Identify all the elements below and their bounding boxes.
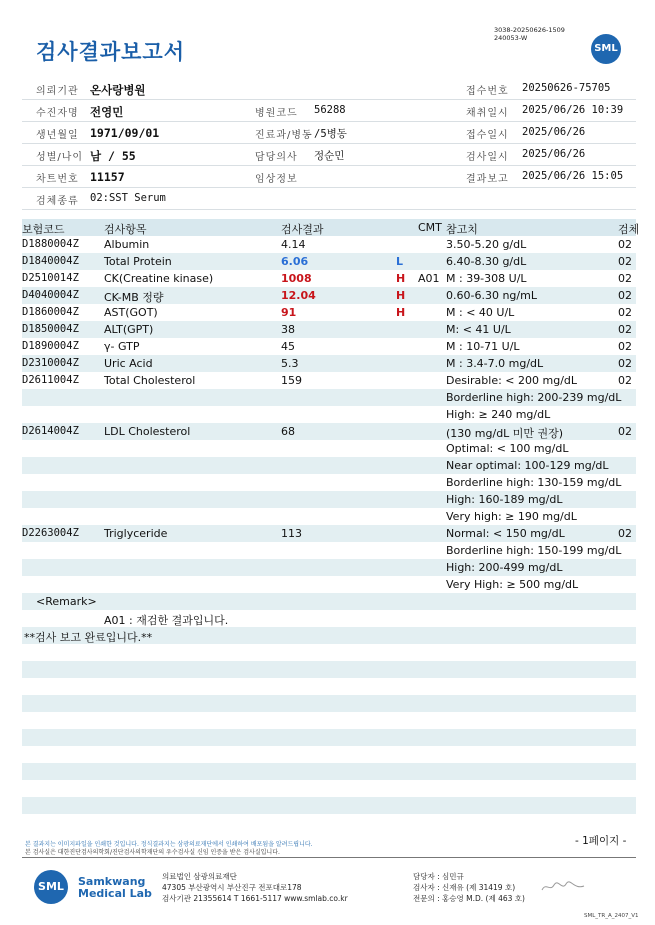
- blank-row: [22, 644, 636, 661]
- table-row: [22, 406, 636, 423]
- header-value: 20250626-75705: [522, 82, 611, 94]
- column-header-ref: 참고치: [446, 223, 478, 236]
- reference-range: Borderline high: 130-159 mg/dL: [446, 476, 622, 489]
- result-flag: H: [396, 272, 406, 285]
- reference-range: M : < 40 U/L: [446, 306, 515, 319]
- blank-row: [22, 695, 636, 712]
- blank-row: [22, 678, 636, 695]
- reference-range: High: 200-499 mg/dL: [446, 561, 563, 574]
- header-value: 온사랑병원: [90, 83, 146, 97]
- table-row: [22, 542, 636, 559]
- header-value: 2025/06/26 15:05: [522, 170, 624, 182]
- test-result: 38: [281, 323, 295, 336]
- footnote-line: 본 검사실은 대한진단검사의학회/진단검사의학재단의 우수검사실 신임 인증을 받은 검사실입니다.: [25, 849, 280, 856]
- staff-line: 전문의 : 홍승영 M.D. (제 463 호): [413, 894, 525, 903]
- header-row: [22, 122, 636, 144]
- specimen-code: 02: [618, 357, 632, 370]
- table-row: [22, 372, 636, 389]
- reference-range: 0.60-6.30 ng/mL: [446, 289, 537, 302]
- result-flag: L: [396, 255, 404, 268]
- table-row: [22, 355, 636, 372]
- header-label: 생년월일: [36, 130, 79, 141]
- blank-row: [22, 797, 636, 814]
- signature-icon: [540, 880, 586, 894]
- insurance-code: D1850004Z: [22, 323, 79, 335]
- test-item: Total Protein: [104, 255, 172, 268]
- reference-range: Very High: ≥ 500 mg/dL: [446, 578, 579, 591]
- blank-row: [22, 729, 636, 746]
- specimen-code: 02: [618, 340, 632, 353]
- staff-line: 담당자 : 심민규: [413, 872, 464, 881]
- insurance-code: D1880004Z: [22, 238, 79, 250]
- header-label: 차트번호: [36, 174, 79, 185]
- column-header-result: 검사결과: [281, 223, 324, 236]
- header-label: 채취일시: [466, 108, 509, 119]
- document-id: [494, 26, 565, 42]
- footnote: [25, 841, 313, 857]
- header-label: 병원코드: [255, 108, 298, 119]
- reference-range: Normal: < 150 mg/dL: [446, 527, 565, 540]
- header-label: 검체종류: [36, 196, 79, 207]
- table-header-row: [22, 219, 640, 236]
- header-value: 56288: [314, 104, 346, 116]
- insurance-code: D4040004Z: [22, 289, 79, 301]
- header-row: [22, 100, 636, 122]
- header-value: /5병동: [314, 128, 347, 140]
- test-result: 68: [281, 425, 295, 438]
- insurance-code: D2510014Z: [22, 272, 79, 284]
- header-value: 남 / 55: [90, 149, 136, 163]
- test-result: 5.3: [281, 357, 299, 370]
- patient-info-header: [22, 78, 636, 210]
- specimen-code: 02: [618, 425, 632, 438]
- test-item: AST(GOT): [104, 306, 158, 319]
- report-title: 검사결과보고서: [36, 40, 186, 64]
- reference-range: 3.50-5.20 g/dL: [446, 238, 527, 251]
- specimen-code: 02: [618, 374, 632, 387]
- column-header-item: 검사항목: [104, 223, 147, 236]
- header-value: 2025/06/26: [522, 148, 586, 160]
- reference-range: Optimal: < 100 mg/dL: [446, 442, 569, 455]
- specimen-code: 02: [618, 289, 632, 302]
- table-row: [22, 236, 636, 253]
- test-result: 159: [281, 374, 302, 387]
- remark-text: A01 : 재검한 결과입니다.: [104, 614, 229, 627]
- header-label: 담당의사: [255, 152, 298, 163]
- header-value: 02:SST Serum: [90, 192, 166, 204]
- footnote-line: 본 결과지는 이미지파일을 인쇄한 것입니다. 정식결과지는 삼광의료재단에서 인쇄하여 배포됨을 알려드립니다.: [25, 841, 313, 848]
- table-row: [22, 474, 636, 491]
- test-result: 113: [281, 527, 302, 540]
- insurance-code: D2310004Z: [22, 357, 79, 369]
- header-value: 1971/09/01: [90, 126, 160, 140]
- table-row: [22, 270, 636, 287]
- table-row: [22, 559, 636, 576]
- reference-range: M : 3.4-7.0 mg/dL: [446, 357, 544, 370]
- staff-info: [413, 871, 525, 904]
- insurance-code: D1890004Z: [22, 340, 79, 352]
- brand-name-line: Medical Lab: [78, 887, 152, 900]
- blank-row: [22, 661, 636, 678]
- column-header-cmt: CMT: [418, 221, 442, 234]
- form-code: SML_TR_A_2407_V1: [584, 913, 639, 919]
- table-row: [22, 287, 636, 304]
- reference-range: Desirable: < 200 mg/dL: [446, 374, 578, 387]
- reference-range: High: ≥ 240 mg/dL: [446, 408, 551, 421]
- table-row: [22, 423, 636, 440]
- staff-line: 검사자 : 신재유 (제 31419 호): [413, 883, 516, 892]
- header-label: 성별/나이: [36, 152, 84, 163]
- table-row: [22, 525, 636, 542]
- blank-row: [22, 712, 636, 729]
- header-label: 결과보고: [466, 174, 509, 185]
- result-table: [22, 219, 640, 831]
- test-item: Albumin: [104, 238, 150, 251]
- reference-range: Borderline high: 150-199 mg/dL: [446, 544, 622, 557]
- page-number: - 1페이지 -: [575, 835, 627, 847]
- table-row: [22, 304, 636, 321]
- header-value: 2025/06/26 10:39: [522, 104, 624, 116]
- specimen-code: 02: [618, 527, 632, 540]
- sml-logo-icon: SML: [34, 870, 68, 904]
- insurance-code: D2614004Z: [22, 425, 79, 437]
- comment-code: A01: [418, 272, 440, 285]
- header-value: 2025/06/26: [522, 126, 586, 138]
- header-row: [22, 188, 636, 210]
- reference-range: High: 160-189 mg/dL: [446, 493, 563, 506]
- header-label: 접수번호: [466, 86, 509, 97]
- test-result: 12.04: [281, 289, 316, 302]
- blank-row: [22, 780, 636, 797]
- header-label: 진료과/병동: [255, 130, 313, 141]
- test-result: 6.06: [281, 255, 309, 268]
- test-item: LDL Cholesterol: [104, 425, 191, 438]
- reference-range: Near optimal: 100-129 mg/dL: [446, 459, 609, 472]
- header-value: 전영민: [90, 105, 124, 119]
- insurance-code: D1840004Z: [22, 255, 79, 267]
- reference-range: 6.40-8.30 g/dL: [446, 255, 527, 268]
- document-id-line: 240053-W: [494, 34, 528, 42]
- insurance-code: D1860004Z: [22, 306, 79, 318]
- table-row: [22, 321, 636, 338]
- test-item: Uric Acid: [104, 357, 153, 370]
- test-result: 45: [281, 340, 295, 353]
- column-header-specimen: 검체: [618, 223, 640, 236]
- test-item: γ- GTP: [104, 340, 140, 353]
- table-row: [22, 457, 636, 474]
- specimen-code: 02: [618, 238, 632, 251]
- completion-note: **검사 보고 완료입니다.**: [24, 631, 153, 644]
- organization-info: [162, 871, 348, 904]
- remark-row: [22, 627, 636, 644]
- specimen-code: 02: [618, 323, 632, 336]
- specimen-code: 02: [618, 272, 632, 285]
- test-item: ALT(GPT): [104, 323, 154, 336]
- reference-range: Borderline high: 200-239 mg/dL: [446, 391, 622, 404]
- insurance-code: D2611004Z: [22, 374, 79, 386]
- org-line: 의료법인 삼광의료재단: [162, 872, 237, 881]
- table-row: [22, 491, 636, 508]
- header-row: [22, 78, 636, 100]
- sml-logo-icon: SML: [591, 34, 621, 64]
- blank-row: [22, 814, 636, 831]
- header-label: 접수일시: [466, 130, 509, 141]
- table-row: [22, 440, 636, 457]
- remark-row: [22, 610, 636, 627]
- table-row: [22, 338, 636, 355]
- test-result: 4.14: [281, 238, 306, 251]
- table-row: [22, 576, 636, 593]
- test-item: Triglyceride: [104, 527, 168, 540]
- test-item: CK-MB 정량: [104, 291, 164, 304]
- header-label: 수진자명: [36, 108, 79, 119]
- header-label: 의뢰기관: [36, 86, 79, 97]
- reference-range: M: < 41 U/L: [446, 323, 511, 336]
- insurance-code: D2263004Z: [22, 527, 79, 539]
- reference-range: M : 10-71 U/L: [446, 340, 520, 353]
- org-line: 검사기관 21355614 T 1661-5117 www.smlab.co.kr: [162, 894, 348, 903]
- header-value: 11157: [90, 170, 125, 184]
- remark-label: <Remark>: [36, 595, 97, 608]
- test-result: 1008: [281, 272, 312, 285]
- remark-row: [22, 593, 636, 610]
- result-flag: H: [396, 306, 406, 319]
- test-item: CK(Creatine kinase): [104, 272, 214, 285]
- table-row: [22, 508, 636, 525]
- reference-range: (130 mg/dL 미만 권장): [446, 427, 564, 440]
- result-flag: H: [396, 289, 406, 302]
- reference-range: M : 39-308 U/L: [446, 272, 527, 285]
- blank-row: [22, 763, 636, 780]
- test-result: 91: [281, 306, 297, 319]
- brand-name: [78, 876, 152, 900]
- header-row: [22, 166, 636, 188]
- specimen-code: 02: [618, 255, 632, 268]
- table-row: [22, 253, 636, 270]
- header-value: 정순민: [314, 150, 345, 162]
- table-row: [22, 389, 636, 406]
- footer-divider: [22, 857, 636, 858]
- header-row: [22, 144, 636, 166]
- specimen-code: 02: [618, 306, 632, 319]
- header-label: 검사일시: [466, 152, 509, 163]
- reference-range: Very high: ≥ 190 mg/dL: [446, 510, 577, 523]
- document-id-line: 3038-20250626-1509: [494, 26, 565, 34]
- org-line: 47305 부산광역시 부산진구 전포대로178: [162, 883, 302, 892]
- brand-name-line: Samkwang: [78, 875, 146, 888]
- column-header-code: 보험코드: [22, 223, 65, 236]
- header-label: 임상정보: [255, 174, 298, 185]
- test-item: Total Cholesterol: [104, 374, 196, 387]
- blank-row: [22, 746, 636, 763]
